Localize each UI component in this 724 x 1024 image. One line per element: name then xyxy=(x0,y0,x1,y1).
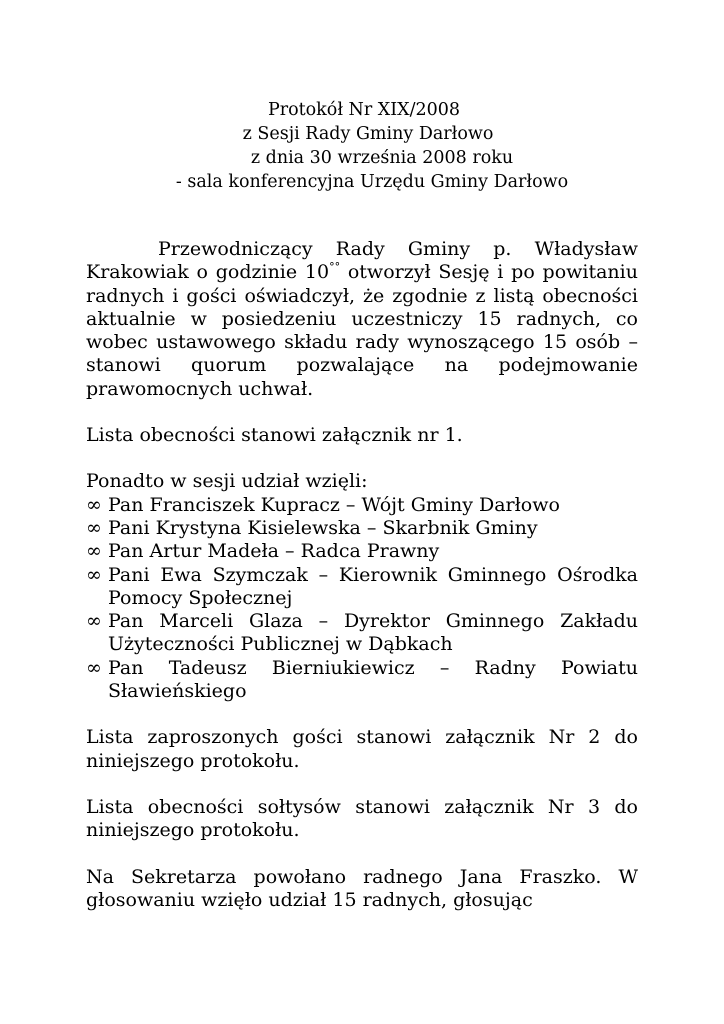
guest-text: Pan Franciszek Kupracz – Wójt Gminy Darłowo xyxy=(108,493,560,516)
session-date: z dnia 30 września 2008 roku xyxy=(250,148,514,168)
guest-text: Pan Marceli Glaza – Dyrektor Gminnego Zakładu Użyteczności Publicznej w Dąbkach xyxy=(108,610,638,656)
guest-text: Pani Krystyna Kisielewska – Skarbnik Gminy xyxy=(108,516,538,539)
infinity-bullet-icon: ∞ xyxy=(86,610,102,633)
infinity-bullet-icon: ∞ xyxy=(86,563,102,586)
infinity-bullet-icon: ∞ xyxy=(86,493,102,516)
list-item xyxy=(86,657,638,704)
soltys-paragraph: Lista obecności sołtysów stanowi załącznik Nr 3 do niniejszego protokołu. xyxy=(86,795,638,842)
list-item xyxy=(86,564,638,611)
infinity-bullet-icon: ∞ xyxy=(86,516,102,539)
document-body xyxy=(86,238,638,912)
intro-time-superscript: °° xyxy=(329,260,341,274)
intro-paragraph xyxy=(86,238,638,401)
infinity-bullet-icon: ∞ xyxy=(86,540,102,563)
guest-text: Pan Tadeusz Bierniukiewicz – Radny Powiatu Sławieńskiego xyxy=(108,656,638,703)
intro-text-end: otworzył Sesję i po powitaniu radnych i gości oświadczył, że zgodnie z listą obecności aktualnie w posiedzeniu uczestniczy 15 radnych, co wobec ustawowego składu rady wynoszącego 15 osób – stanowi quorum pozwalające na podejmowanie prawomocnych uchwał. xyxy=(86,261,638,400)
guest-text: Pan Artur Madeła – Radca Prawny xyxy=(108,540,440,563)
session-name: z Sesji Rady Gminy Darłowo xyxy=(242,124,494,144)
list-item xyxy=(86,610,638,657)
invited-paragraph: Lista zaproszonych gości stanowi załącznik Nr 2 do niniejszego protokołu. xyxy=(86,726,638,772)
protocol-title: Protokół Nr XIX/2008 xyxy=(267,100,461,120)
secretary-paragraph: Na Sekretarza powołano radnego Jana Fraszko. W głosowaniu wzięło udział 15 radnych, głosując xyxy=(86,865,638,911)
document-header xyxy=(0,98,724,194)
intro-text-start: Przewodniczący Rady Gminy p. Władysław Krakowiak o godzinie 10 xyxy=(86,238,638,284)
infinity-bullet-icon: ∞ xyxy=(86,656,102,679)
guests-intro: Ponadto w sesji udział wzięli: xyxy=(86,470,368,493)
list-item xyxy=(86,494,638,517)
session-location: - sala konferencyjna Urzędu Gminy Darłowo xyxy=(175,172,569,192)
attendance-paragraph: Lista obecności stanowi załącznik nr 1. xyxy=(86,424,463,447)
list-item xyxy=(86,540,638,563)
list-item xyxy=(86,517,638,540)
guest-text: Pani Ewa Szymczak – Kierownik Gminnego Ośrodka Pomocy Społecznej xyxy=(108,563,638,609)
guests-list xyxy=(86,494,638,704)
